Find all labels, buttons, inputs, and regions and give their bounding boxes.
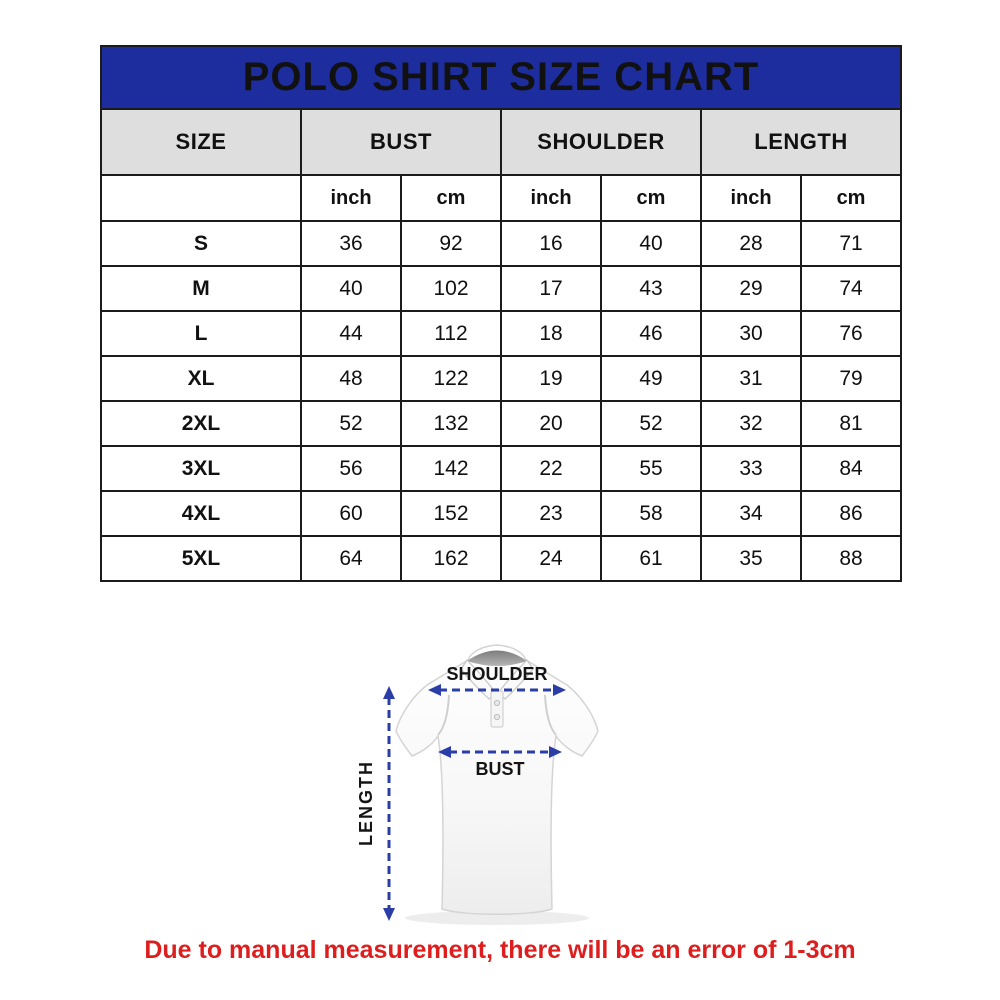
placket [491, 691, 503, 727]
value-cell: 19 [501, 356, 601, 401]
table-row-2xl [101, 401, 901, 446]
value-cell: 46 [601, 311, 701, 356]
size-chart-table [100, 45, 902, 582]
column-header-size: SIZE [101, 109, 301, 175]
value-cell: 23 [501, 491, 601, 536]
value-cell: 102 [401, 266, 501, 311]
page-title: POLO SHIRT SIZE CHART [101, 46, 901, 109]
value-cell: 22 [501, 446, 601, 491]
value-cell: 142 [401, 446, 501, 491]
table-row-l [101, 311, 901, 356]
value-cell: 29 [701, 266, 801, 311]
value-cell: 48 [301, 356, 401, 401]
table-row-4xl [101, 491, 901, 536]
unit-header: cm [801, 175, 901, 221]
size-cell: XL [101, 356, 301, 401]
button [494, 714, 499, 719]
unit-header-row [101, 175, 901, 221]
value-cell: 61 [601, 536, 701, 581]
value-cell: 86 [801, 491, 901, 536]
value-cell: 56 [301, 446, 401, 491]
value-cell: 20 [501, 401, 601, 446]
size-cell: M [101, 266, 301, 311]
shirt-body [396, 645, 598, 914]
value-cell: 43 [601, 266, 701, 311]
value-cell: 18 [501, 311, 601, 356]
size-cell: 2XL [101, 401, 301, 446]
size-cell: 5XL [101, 536, 301, 581]
column-header-row [101, 109, 901, 175]
value-cell: 40 [301, 266, 401, 311]
unit-header: inch [301, 175, 401, 221]
value-cell: 35 [701, 536, 801, 581]
value-cell: 64 [301, 536, 401, 581]
value-cell: 162 [401, 536, 501, 581]
value-cell: 60 [301, 491, 401, 536]
value-cell: 17 [501, 266, 601, 311]
value-cell: 30 [701, 311, 801, 356]
value-cell: 122 [401, 356, 501, 401]
value-cell: 40 [601, 221, 701, 266]
value-cell: 81 [801, 401, 901, 446]
column-header-shoulder: SHOULDER [501, 109, 701, 175]
value-cell: 31 [701, 356, 801, 401]
size-cell: L [101, 311, 301, 356]
value-cell: 33 [701, 446, 801, 491]
value-cell: 74 [801, 266, 901, 311]
unit-header: cm [401, 175, 501, 221]
table-row-m [101, 266, 901, 311]
value-cell: 152 [401, 491, 501, 536]
column-header-length: LENGTH [701, 109, 901, 175]
unit-header: inch [701, 175, 801, 221]
title-banner-row [101, 46, 901, 109]
value-cell: 36 [301, 221, 401, 266]
bust-label: BUST [475, 759, 525, 779]
unit-header: inch [501, 175, 601, 221]
value-cell: 92 [401, 221, 501, 266]
column-header-bust: BUST [301, 109, 501, 175]
value-cell: 55 [601, 446, 701, 491]
value-cell: 52 [301, 401, 401, 446]
table-row-3xl [101, 446, 901, 491]
size-cell: 4XL [101, 491, 301, 536]
table-row-s [101, 221, 901, 266]
value-cell: 112 [401, 311, 501, 356]
polo-shirt-illustration [330, 635, 690, 955]
unit-header: cm [601, 175, 701, 221]
value-cell: 24 [501, 536, 601, 581]
measurement-disclaimer: Due to manual measurement, there will be an error of 1-3cm [144, 936, 856, 964]
value-cell: 32 [701, 401, 801, 446]
value-cell: 58 [601, 491, 701, 536]
shoulder-label: SHOULDER [446, 664, 548, 684]
table-row-xl [101, 356, 901, 401]
value-cell: 79 [801, 356, 901, 401]
value-cell: 71 [801, 221, 901, 266]
measurement-diagram [330, 635, 690, 955]
value-cell: 49 [601, 356, 701, 401]
size-cell: S [101, 221, 301, 266]
value-cell: 84 [801, 446, 901, 491]
length-arrow [383, 686, 395, 921]
value-cell: 88 [801, 536, 901, 581]
button [494, 700, 499, 705]
length-label: LENGTH [356, 760, 376, 846]
value-cell: 76 [801, 311, 901, 356]
value-cell: 44 [301, 311, 401, 356]
empty-cell [101, 175, 301, 221]
size-cell: 3XL [101, 446, 301, 491]
value-cell: 28 [701, 221, 801, 266]
table-row-5xl [101, 536, 901, 581]
value-cell: 132 [401, 401, 501, 446]
value-cell: 34 [701, 491, 801, 536]
value-cell: 52 [601, 401, 701, 446]
value-cell: 16 [501, 221, 601, 266]
